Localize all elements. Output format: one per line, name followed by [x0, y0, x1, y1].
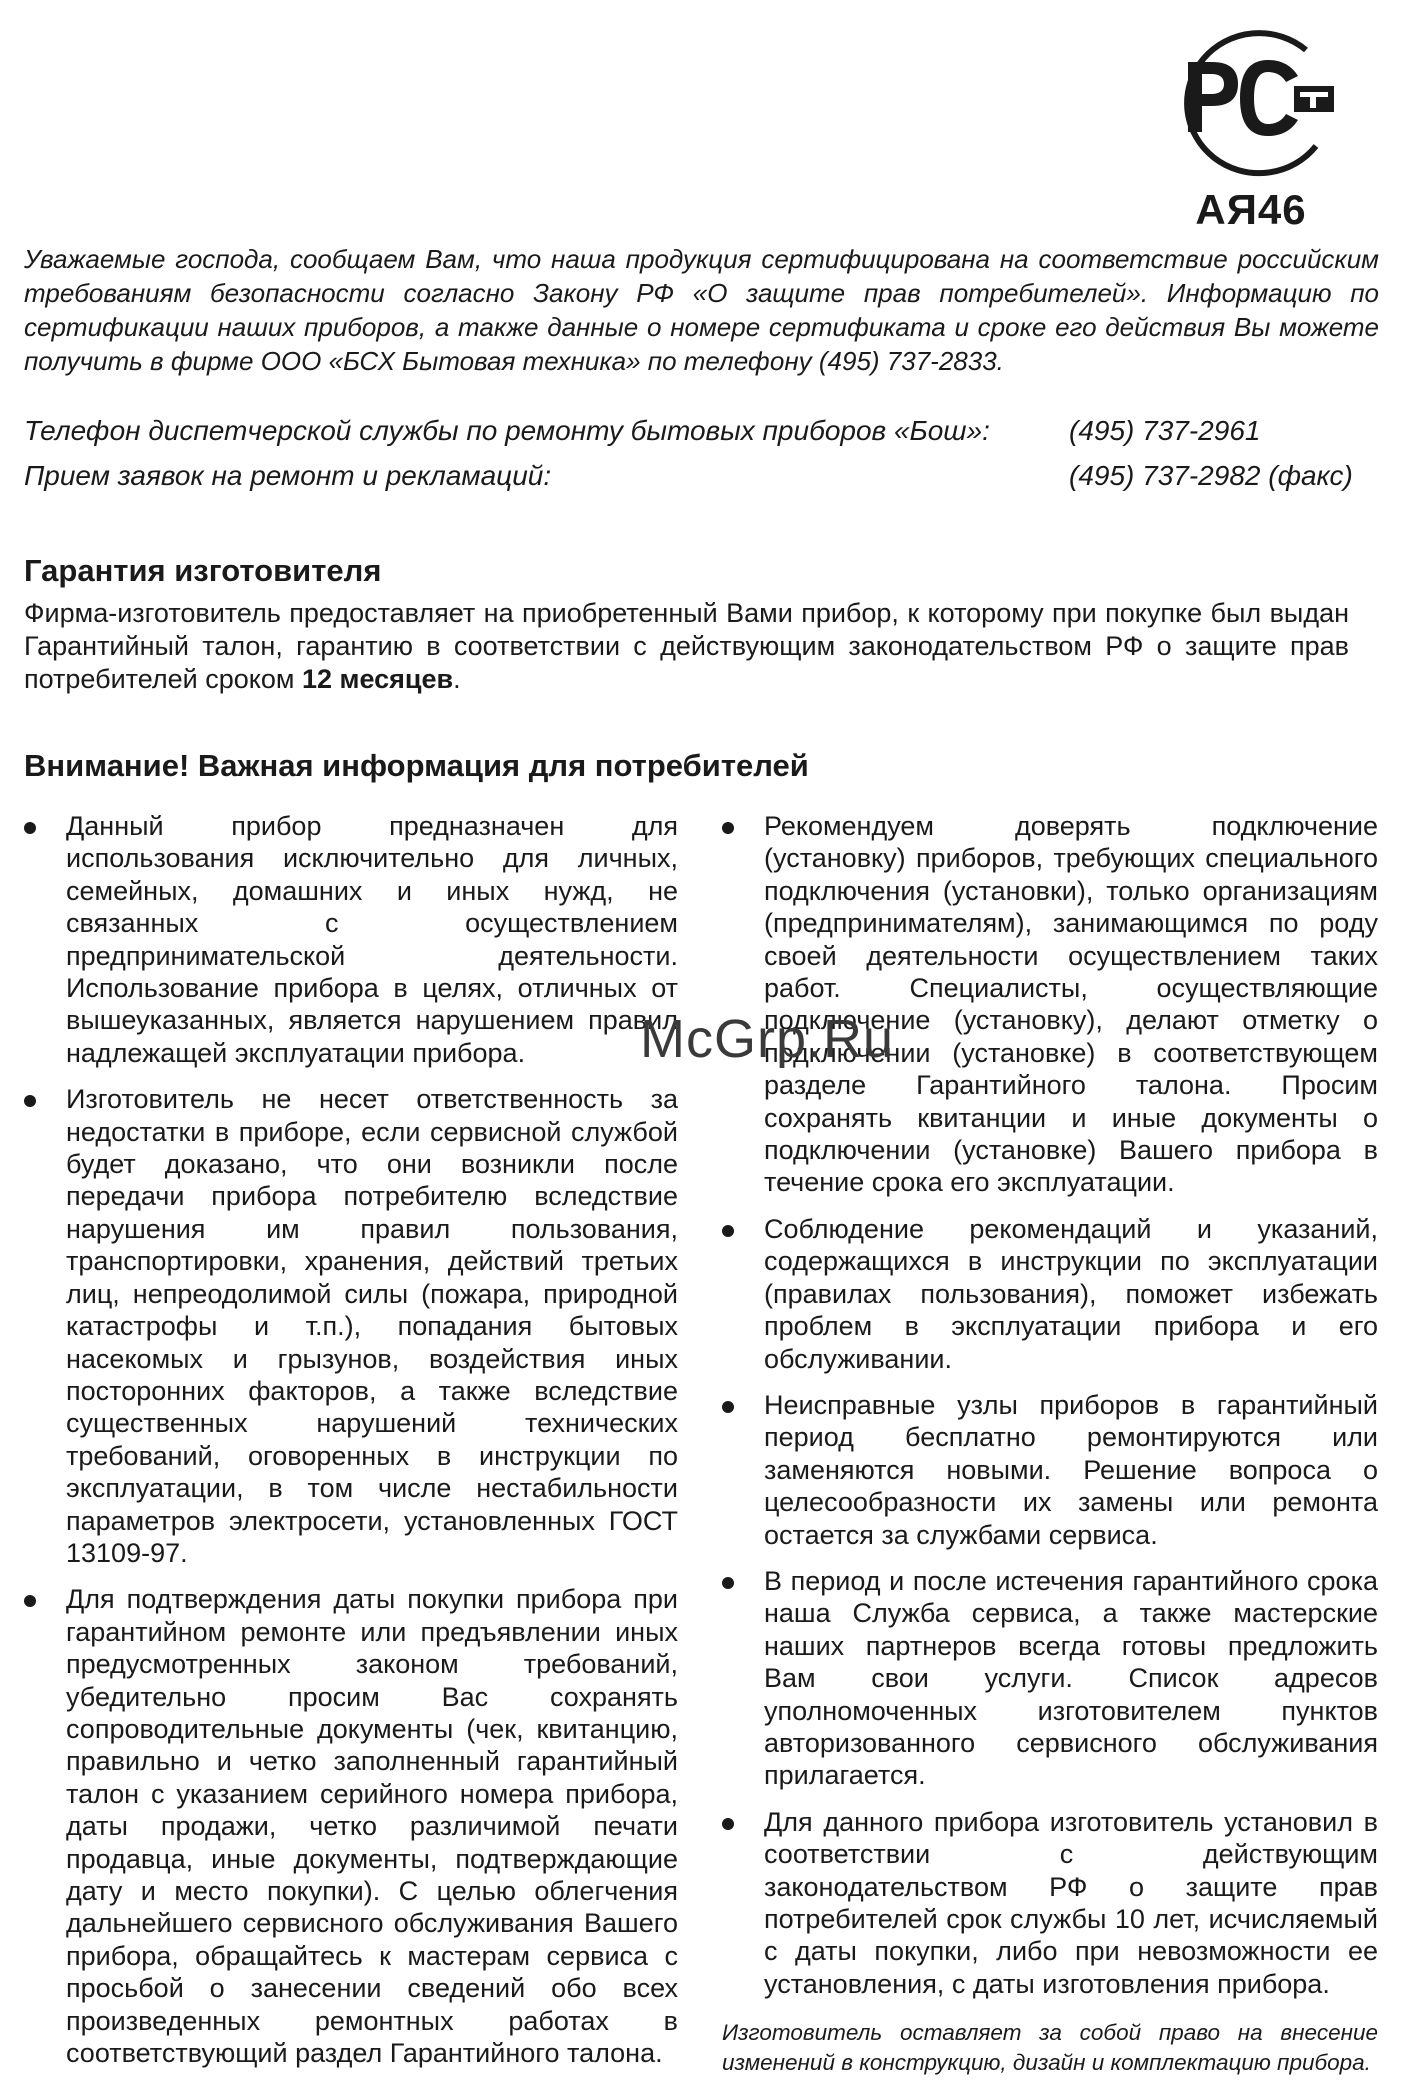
list-item-text: В период и после истечения гарантийного срока наша Служба сервиса, а также мастерские наших партнеров всегда готовы предложить Вам свои услуги. Список адресов уполномоченных изготовителем пунктов авторизованного сервисного обслуживания прилагается. — [764, 1565, 1378, 1791]
watermark: McGrp.Ru — [640, 1009, 895, 1069]
certification-mark — [1151, 28, 1351, 234]
list-item — [24, 1583, 678, 2069]
service-phones — [24, 408, 1384, 498]
bullet-icon — [722, 1225, 734, 1237]
list-item-text: Изготовитель не несет ответственность за недостатки в приборе, если сервисной службой будет доказано, что они возникли после передачи прибора потребителю вследствие нарушения им правил пользования, транспортировки, хранения, действий третьих лиц, непреодолимой силы (пожара, природной катастрофы и т.п.), попадания бытовых насекомых и грызунов, воздействия иных посторонних факторов, а также вследствие существенных нарушений технических требований, оговоренных в инструкции по эксплуатации, в том числе нестабильности параметров электросети, установленных ГОСТ 13109-97. — [66, 1084, 678, 1568]
manufacturer-note: Изготовитель оставляет за собой право на внесение изменений в конструкцию, дизайн и комплектацию прибора. — [722, 2020, 1378, 2076]
phone-label: Телефон диспетчерской службы по ремонту бытовых приборов «Бош»: — [24, 415, 990, 446]
list-item-text: Данный прибор предназначен для использования исключительно для личных, семейных, домашних и иных нужд, не связанных с осуществлением предпринимательской деятельности. Использование прибора в целях, отличных от вышеуказанных, является нарушением правил надлежащей эксплуатации прибора. — [66, 811, 678, 1068]
list-item — [722, 1565, 1378, 1792]
list-item — [722, 810, 1378, 1199]
list-item-text: Для подтверждения даты покупки прибора при гарантийном ремонте или предъявлении иных предусмотренных законом требований, убедительно просим Вас сохранять сопроводительные документы (чек, квитанцию, правильно и четко заполненный гарантийный талон с указанием серийного номера прибора, даты продажи, четко различимой печати продавца, иные документы, подтверждающие дату и место покупки). С целью облегчения дальнейшего сервисного обслуживания Вашего прибора, обращайтесь к мастерам сервиса с просьбой о занесении сведений обо всех произведенных ремонтных работах в соответствующий раздел Гарантийного талона. — [66, 1584, 678, 2069]
warranty-text — [24, 597, 1349, 696]
warranty-text-end: . — [453, 664, 461, 694]
bullet-icon — [722, 1577, 734, 1589]
warranty-text-main: Фирма-изготовитель предоставляет на приобретенный Вами прибор, к которому при покупке был выдан Гарантийный талон, гарантию в соответствии с действующим законодательством РФ о защите прав потребителей сроком — [24, 598, 1349, 694]
list-item — [722, 1806, 1378, 2000]
list-item — [24, 810, 678, 1069]
bullet-icon — [24, 1595, 36, 1607]
attention-heading: Внимание! Важная информация для потребителей — [24, 748, 809, 783]
list-item-text: Неисправные узлы приборов в гарантийный период бесплатно ремонтируются или заменяются новыми. Решение вопроса о целесообразности их замены или ремонта остается за службами сервиса. — [764, 1389, 1378, 1550]
rst-logo-icon — [1166, 28, 1336, 178]
warranty-term: 12 месяцев — [301, 664, 454, 694]
phone-row-dispatch — [24, 408, 1384, 453]
list-item-text: Соблюдение рекомендаций и указаний, содержащихся в инструкции по эксплуатации (правилах пользования), поможет избежать проблем в эксплуатации прибора и его обслуживании. — [764, 1213, 1378, 1374]
bullet-icon — [722, 1818, 734, 1830]
warranty-heading: Гарантия изготовителя — [24, 553, 382, 588]
certification-notice: Уважаемые господа, сообщаем Вам, что наша продукция сертифицирована на соответствие российским требованиям безопасности согласно Закону РФ «О защите прав потребителей». Информацию по сертификации наших приборов, а также данные о номере сертификата и сроке его действия Вы можете получить в фирме ООО «БСХ Бытовая техника» по телефону (495) 737-2833. — [24, 244, 1379, 376]
phone-row-claims — [24, 453, 1384, 498]
bullet-icon — [24, 822, 36, 834]
list-item-text: Рекомендуем доверять подключение (установку) приборов, требующих специального подключения (установки), только организациям (предпринимателям), занимающимся по роду своей деятельности осуществлением таких работ. Специалисты, осуществляющие подключение (установку), делают отметку о подключении (установке) в соответствующем разделе Гарантийного талона. Просим сохранять квитанции и иные документы о подключении (установке) Вашего прибора в течение срока его эксплуатации. — [764, 811, 1378, 1198]
list-item — [722, 1389, 1378, 1551]
list-item — [722, 1213, 1378, 1375]
info-column-right — [722, 810, 1378, 2078]
phone-number: (495) 737-2982 (факс) — [1069, 460, 1353, 491]
bullet-icon — [24, 1095, 36, 1107]
list-item-text: Для данного прибора изготовитель установил в соответствии с действующим законодательством РФ о защите прав потребителей срок службы 10 лет, исчисляемый с даты покупки, либо при невозможности ее установления, с даты изготовления прибора. — [764, 1806, 1378, 1999]
phone-number: (495) 737-2961 — [1069, 415, 1261, 446]
phone-label: Прием заявок на ремонт и рекламаций: — [24, 460, 552, 491]
bullet-icon — [722, 1401, 734, 1413]
list-item — [24, 1083, 678, 1569]
info-column-left — [24, 810, 678, 2083]
bullet-icon — [722, 822, 734, 834]
certification-code: АЯ46 — [1195, 186, 1307, 233]
